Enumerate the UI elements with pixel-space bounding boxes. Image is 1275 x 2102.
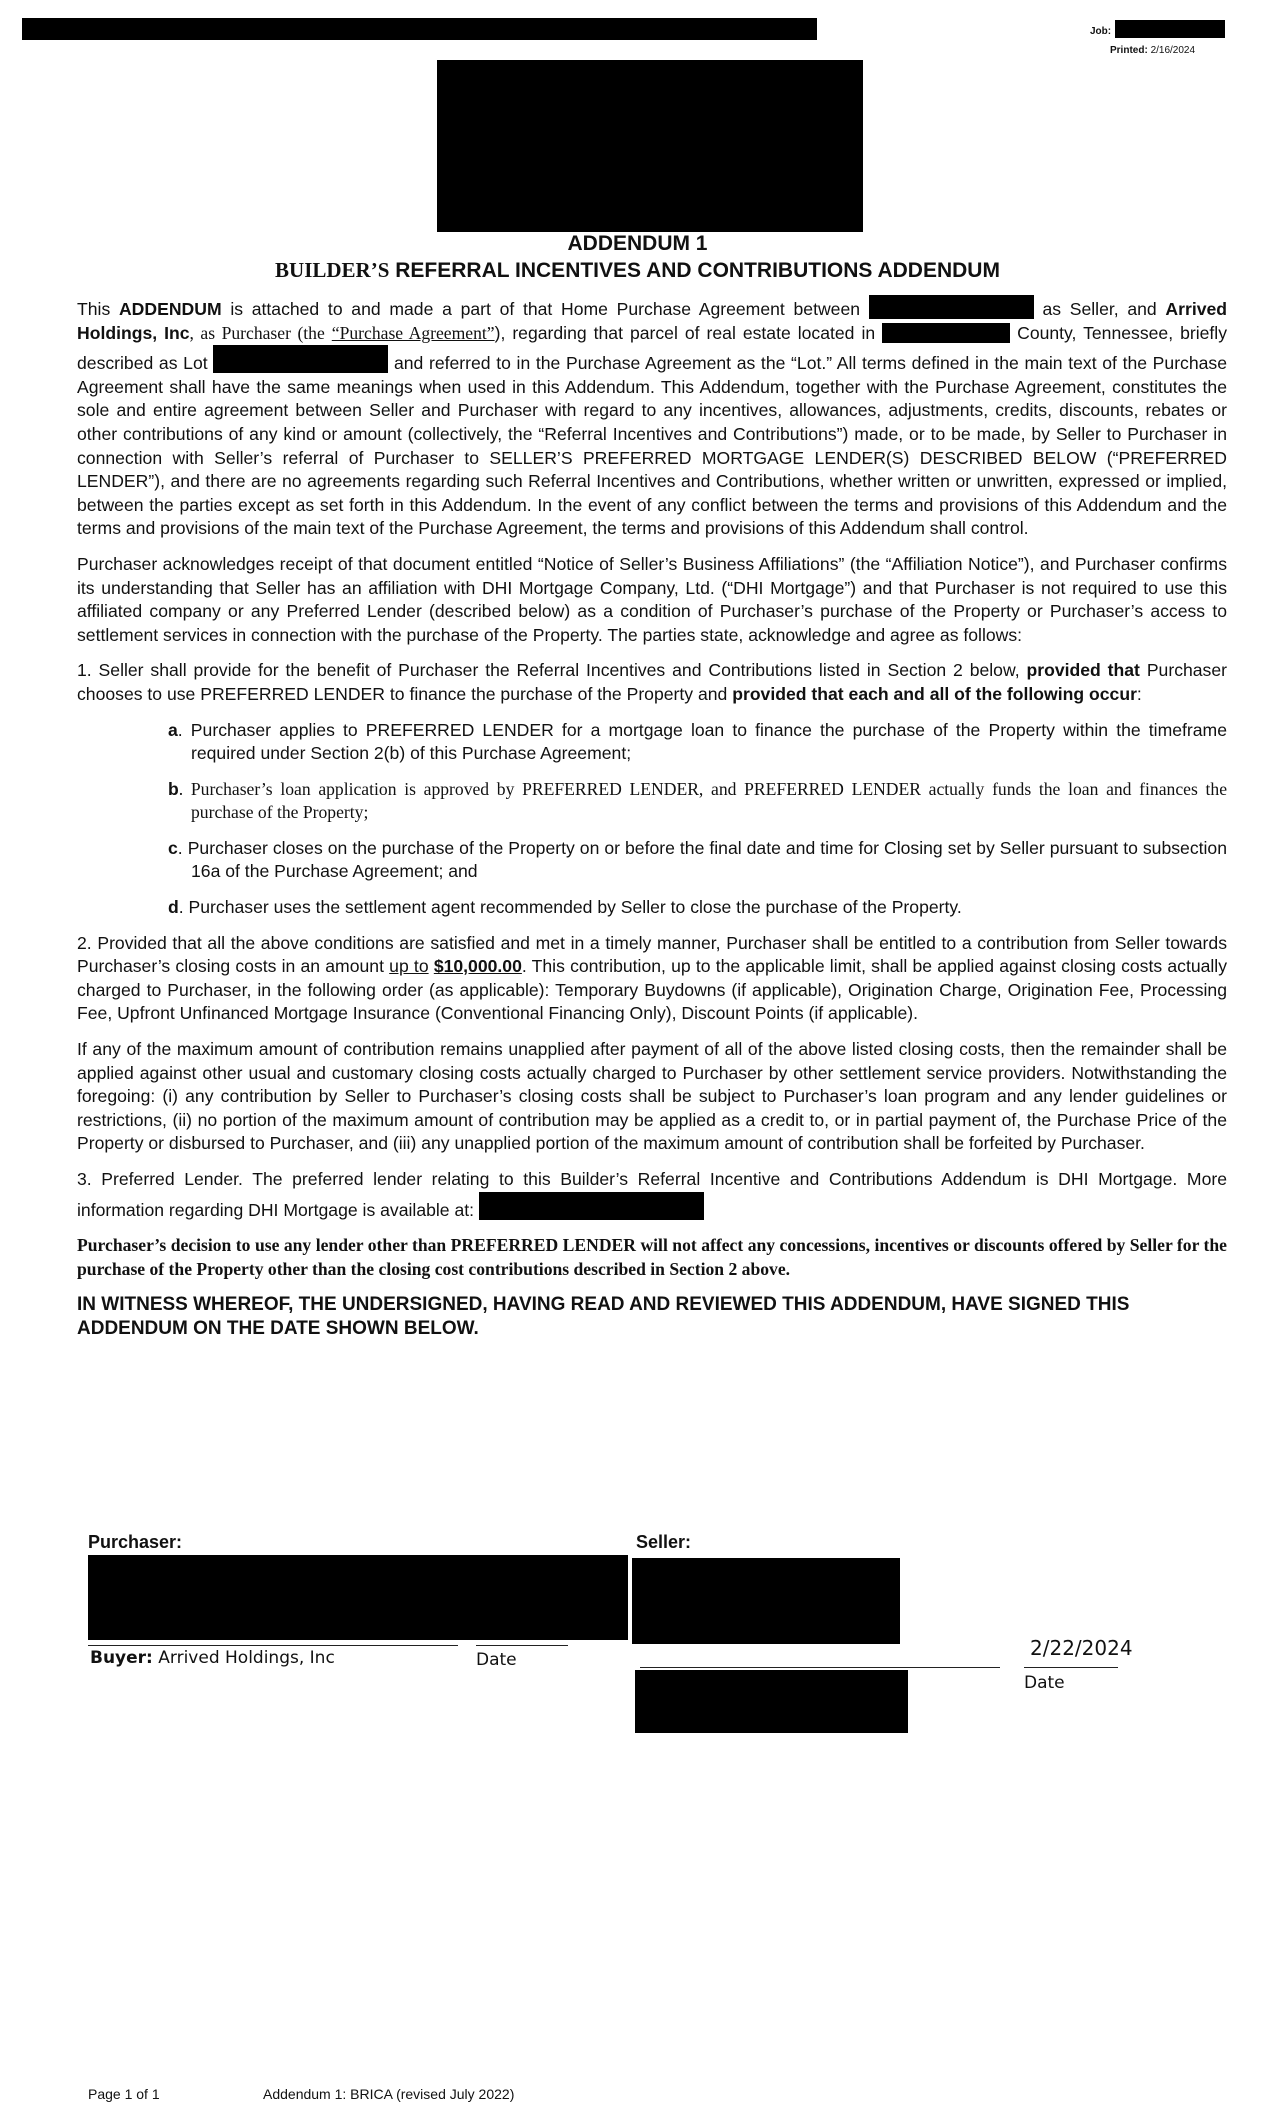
paragraph-affiliation: Purchaser acknowledges receipt of that document entitled “Notice of Seller’s Business Affiliations” (the “Affiliation Notice”), and Purchaser confirms its understanding that Seller has an affiliation with DHI Mortgage Company, Ltd. (“DHI Mortgage”) and that Purchaser is not required to use this affiliated company or any Preferred Lender (described below) as a condition of Purchaser’s purchase of the Property or Purchaser’s access to settlement services in connection with the purchase of the Property. The parties state, acknowledge and agree as follows: [77,553,1227,645]
redaction-url [479,1192,704,1220]
purchaser-date-line [476,1645,568,1646]
p3-c: Purchaser chooses to use PREFERRED LENDER to finance the purchase of the Property and [77,660,1227,704]
condition-b-letter: b [168,778,179,799]
p3-d: provided that each and all of the following occur [732,683,1137,704]
redaction-seller-name [869,295,1034,319]
addendum-body [77,295,1227,1341]
p6-a: 3. Preferred Lender. The preferred lender relating to this Builder’s Referral Incentive and Contributions Addendum is DHI Mortgage. More information regarding DHI Mortgage is available at: [77,1169,1227,1220]
condition-item-d [77,896,1227,920]
redaction-county [882,323,1010,343]
seller-signature-line [640,1667,1000,1668]
redaction-job-number [1115,20,1225,38]
redaction-seller-name-title [635,1670,908,1733]
p1-c: as Seller, and [1042,299,1157,319]
subtitle-rest: REFERRAL INCENTIVES AND CONTRIBUTIONS ADDENDUM [395,259,1000,282]
paragraph-section-1 [77,659,1227,706]
p1-f: County, Tennessee, briefly described as Lot [77,322,1227,374]
footer-form-id: Addendum 1: BRICA (revised July 2022) [263,2086,515,2102]
condition-d-letter: d [168,897,179,918]
seller-signed-date: 2/22/2024 [1030,1636,1133,1660]
footer-page-number: Page 1 of 1 [88,2086,160,2102]
seller-label: Seller: [636,1532,692,1552]
purchaser-signature-line [88,1645,458,1646]
printed-label-text: Printed: [1110,45,1148,56]
witness-statement: IN WITNESS WHEREOF, THE UNDERSIGNED, HAVING READ AND REVIEWED THIS ADDENDUM, HAVE SIGNED THIS ADDENDUM ON THE DATE SHOWN BELOW. [77,1294,1130,1340]
p3-b: provided that [1026,660,1140,681]
p1-purchase-agreement: “Purchase Agreement” [331,322,495,343]
paragraph-section-2 [77,932,1227,1026]
redaction-logo [437,60,863,232]
redaction-purchaser-signature [88,1555,628,1640]
p4-b: . This contribution, up to the applicable limit, shall be applied against closing costs actually charged to Purchaser, in the following order (as applicable): Temporary Buydowns (if applicable), Origination Charge, Origination Fee, Processing Fee, Upfront Unfinanced Mortgage Insurance (Conventional Financing Only), Discount Points (if applicable). [77,956,1228,1024]
p1-a: This [77,299,111,319]
paragraph-remainder: If any of the maximum amount of contribution remains unapplied after payment of all of the above listed closing costs, then the remainder shall be applied against other usual and customary closing costs actually charged to Purchaser by other settlement service providers. Notwithstanding the foregoing: (i) any contribution by Seller to Purchaser’s closing costs shall be subject to Purchaser’s loan program and any lender guidelines or restrictions, (ii) no portion of the maximum amount of contribution may be applied as a credit to, or in partial payment of, the Purchase Price of the Property or disbursed to Purchaser, and (iii) any unapplied portion of the maximum amount of contribution shall be forfeited by Purchaser. [77,1039,1227,1154]
p1-e: ), regarding that parcel of real estate located in [494,322,876,343]
p3-e: : [1136,683,1142,704]
contribution-amount: $10,000.00 [433,956,522,977]
purchaser-label: Purchaser: [88,1532,183,1552]
seller-date-line [1024,1667,1118,1668]
subtitle-prefix: BUILDER’S [275,258,390,282]
condition-a-text: . Purchaser applies to PREFERRED LENDER for a mortgage loan to finance the purchase of the Property within the timeframe required under Section 2(b) of this Purchase Agreement; [177,719,1227,764]
p1-b: is attached to and made a part of that Home Purchase Agreement between [230,299,861,319]
paragraph-lender-decision: Purchaser’s decision to use any lender other than PREFERRED LENDER will not affect any concessions, incentives or discounts offered by Seller for the purchase of the Property other than the closing cost contributions described in Section 2 above. [77,1235,1227,1279]
p1-arrived: Arrived Holdings, Inc [77,299,1228,343]
addendum-title: ADDENDUM 1 [567,232,708,255]
condition-d-text: . Purchaser uses the settlement agent recommended by Seller to close the purchase of the Property. [178,897,962,918]
condition-c-letter: c [168,837,178,858]
p4-a: 2. Provided that all the above conditions are satisfied and met in a timely manner, Purchaser shall be entitled to a contribution from Seller towards Purchaser’s closing costs in an amount [77,932,1227,977]
condition-c-text: . Purchaser closes on the purchase of the Property on or before the final date and time for Closing set by Seller pursuant to subsection 16a of the Purchase Agreement; and [177,837,1227,882]
buyer-label: Buyer: [90,1648,153,1668]
buyer-name [90,1648,335,1668]
paragraph-section-3 [77,1168,1227,1222]
buyer-name-text: Arrived Holdings, Inc [158,1648,335,1668]
condition-item-c [77,837,1227,884]
redaction-header-bar [22,18,817,40]
p1-g: and referred to in the Purchase Agreement as the “Lot.” All terms defined in the main text of the Purchase Agreement shall have the same meanings when used in this Addendum. This Addendum, together with the Purchase Agreement, constitutes the sole and entire agreement between Seller and Purchaser with regard to any incentives, allowances, adjustments, credits, discounts, rebates or other contributions of any kind or amount (collectively, the “Referral Incentives and Contributions”) made, or to be made, by Seller to Purchaser in connection with Seller’s referral of Purchaser to SELLER’S PREFERRED MORTGAGE LENDER(S) DESCRIBED BELOW (“PREFERRED LENDER”), and there are no agreements regarding such Referral Incentives and Contributions, whether written or unwritten, expressed or implied, between the parties except as set forth in this Addendum. In the event of any conflict between the terms and provisions of this Addendum and the terms and provisions of the main text of the Purchase Agreement, the terms and provisions of this Addendum shall control. [77,353,1227,539]
p1-addendum: ADDENDUM [118,299,222,319]
paragraph-intro [77,295,1227,541]
seller-date-label: Date [1024,1673,1065,1693]
redaction-lot [213,345,388,373]
redaction-seller-signature [632,1558,900,1644]
job-label: Job: [1090,26,1112,37]
condition-item-b [77,778,1227,825]
printed-date: 2/16/2024 [1150,45,1196,56]
condition-a-letter: a [168,719,178,740]
purchaser-date-label: Date [476,1650,517,1670]
p4-upto: up to [389,956,429,977]
addendum-subtitle [0,258,1275,283]
p1-d: , as Purchaser (the [189,322,325,343]
p3-a: 1. Seller shall provide for the benefit of Purchaser the Referral Incentives and Contributions listed in Section 2 below, [77,660,1020,681]
condition-item-a [77,719,1227,766]
condition-b-text: . Purchaser’s loan application is approved by PREFERRED LENDER, and PREFERRED LENDER actually funds the loan and finances the purchase of the Property; [178,778,1227,823]
printed-label [1110,45,1195,56]
